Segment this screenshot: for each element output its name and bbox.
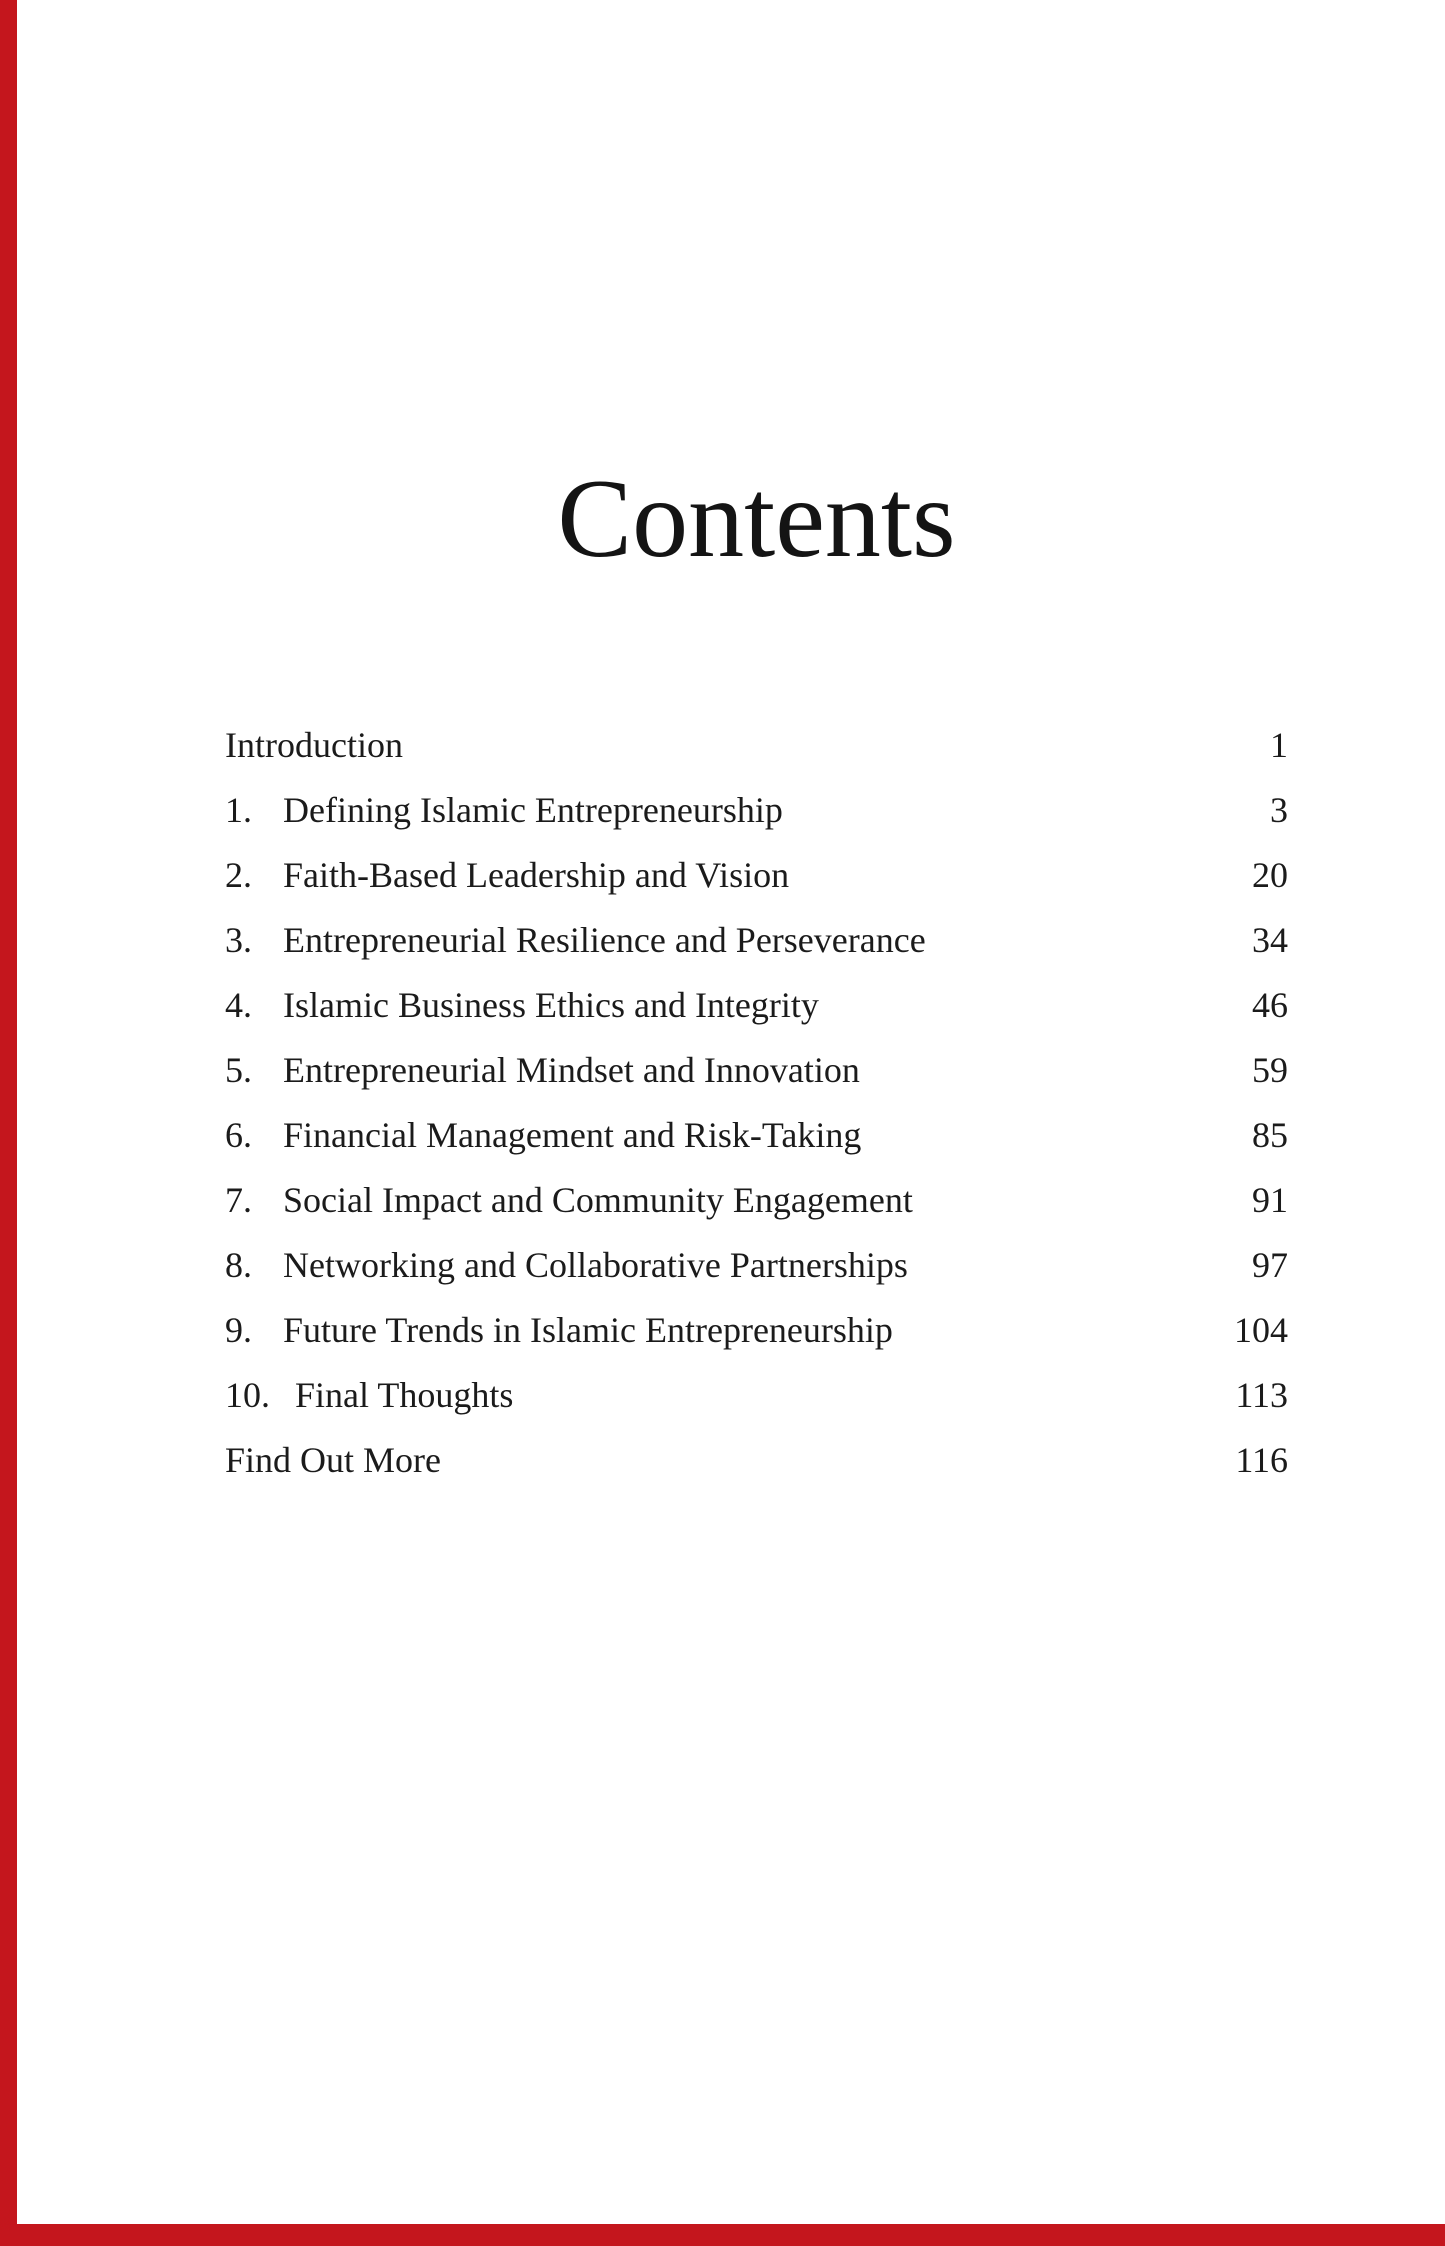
toc-entry-label: Defining Islamic Entrepreneurship: [283, 790, 783, 830]
toc-chapter-number: 8.: [225, 1245, 252, 1285]
toc-page-number: 20: [1252, 855, 1288, 895]
toc-row-find-out-more: [225, 1428, 1288, 1493]
toc-entry-label: Future Trends in Islamic Entrepreneurship: [283, 1310, 893, 1350]
toc-chapter-number: 5.: [225, 1050, 252, 1090]
toc-page-number: 104: [1234, 1310, 1288, 1350]
toc-entry-label: Entrepreneurial Resilience and Perseverance: [283, 920, 926, 960]
page-title: Contents: [557, 457, 956, 582]
bottom-accent-bar: [0, 2224, 1445, 2246]
toc-row-chapter-6: [225, 1103, 1288, 1168]
toc-row-chapter-2: [225, 843, 1288, 908]
toc-row-chapter-4: [225, 973, 1288, 1038]
toc-row-introduction: [225, 713, 1288, 778]
toc-entry-label: Final Thoughts: [295, 1375, 514, 1415]
toc-page-number: 97: [1252, 1245, 1288, 1285]
toc-chapter-number: 6.: [225, 1115, 252, 1155]
toc-page-number: 34: [1252, 920, 1288, 960]
toc-row-chapter-3: [225, 908, 1288, 973]
toc-page-number: 116: [1235, 1440, 1288, 1480]
toc-entry-label: Networking and Collaborative Partnerships: [283, 1245, 908, 1285]
toc-entry-label: Financial Management and Risk-Taking: [283, 1115, 862, 1155]
toc-chapter-number: 10.: [225, 1375, 270, 1415]
toc-entry-label: Social Impact and Community Engagement: [283, 1180, 913, 1220]
toc-row-chapter-9: [225, 1298, 1288, 1363]
toc-page-number: 46: [1252, 985, 1288, 1025]
left-accent-bar: [0, 0, 17, 2246]
toc-page-number: 3: [1270, 790, 1288, 830]
toc-row-chapter-8: [225, 1233, 1288, 1298]
toc-chapter-number: 2.: [225, 855, 252, 895]
toc-chapter-number: 4.: [225, 985, 252, 1025]
toc-page-number: 1: [1270, 725, 1288, 765]
table-of-contents: [225, 713, 1288, 1493]
toc-chapter-number: 9.: [225, 1310, 252, 1350]
toc-row-chapter-1: [225, 778, 1288, 843]
toc-chapter-number: 7.: [225, 1180, 252, 1220]
toc-page-number: 85: [1252, 1115, 1288, 1155]
toc-page-number: 113: [1235, 1375, 1288, 1415]
toc-entry-label: Faith-Based Leadership and Vision: [283, 855, 790, 895]
toc-page-number: 91: [1252, 1180, 1288, 1220]
toc-chapter-number: 3.: [225, 920, 252, 960]
toc-chapter-number: 1.: [225, 790, 252, 830]
toc-row-chapter-5: [225, 1038, 1288, 1103]
toc-entry-label: Introduction: [225, 725, 403, 765]
toc-entry-label: Find Out More: [225, 1440, 441, 1480]
toc-page-number: 59: [1252, 1050, 1288, 1090]
toc-row-chapter-10: [225, 1363, 1288, 1428]
toc-entry-label: Islamic Business Ethics and Integrity: [283, 985, 819, 1025]
toc-entry-label: Entrepreneurial Mindset and Innovation: [283, 1050, 860, 1090]
toc-row-chapter-7: [225, 1168, 1288, 1233]
